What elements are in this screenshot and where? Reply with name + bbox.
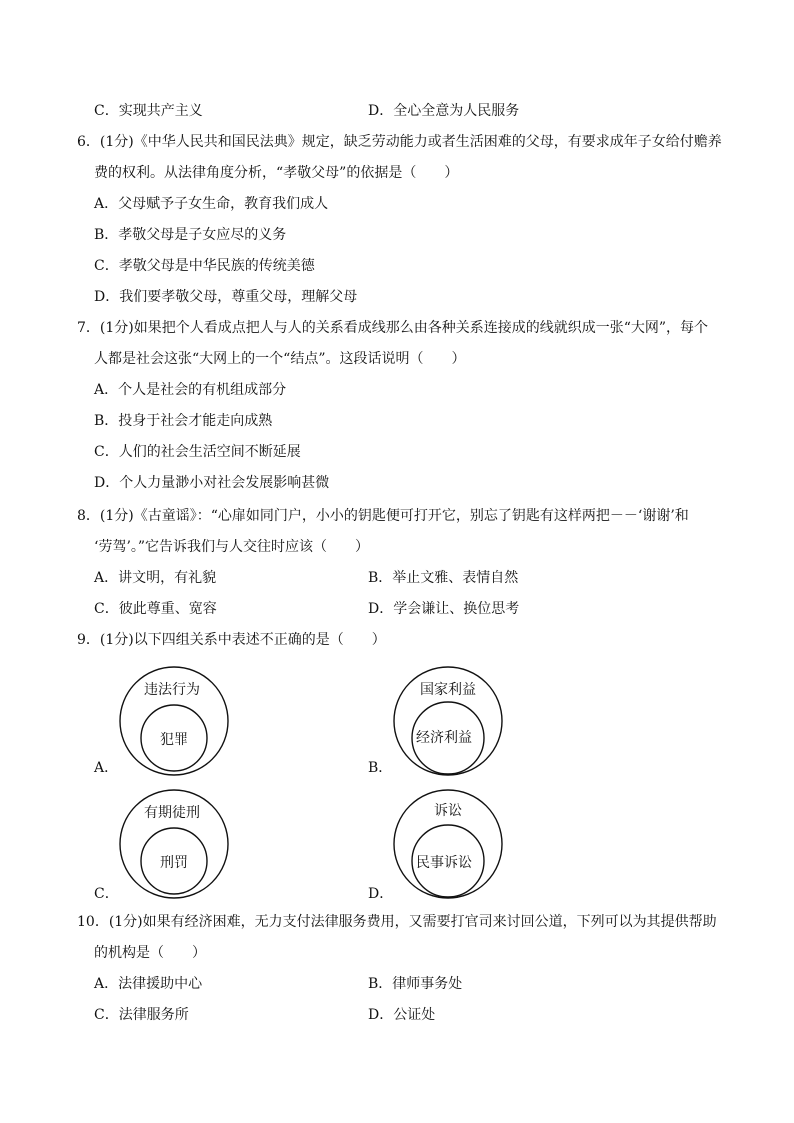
q9-diagram-a bbox=[118, 665, 230, 777]
q7-option-c: C．人们的社会生活空间不断延展 bbox=[94, 444, 301, 460]
q6-option-b: B．孝敬父母是子女应尽的义务 bbox=[94, 227, 287, 243]
q7-option-a: A．个人是社会的有机组成部分 bbox=[94, 382, 287, 398]
q9-c-inner-label: 刑罚 bbox=[160, 855, 188, 871]
q8-option-b: B．举止文雅、表情自然 bbox=[368, 570, 519, 586]
q10-option-a: A．法律援助中心 bbox=[94, 976, 203, 992]
q8-option-d: D．学会谦让、换位思考 bbox=[368, 601, 520, 617]
q9-option-d-letter: D． bbox=[368, 886, 394, 902]
q7-stem-line2: 人都是社会这张“大网上的一个“结点”。这段话说明（ ） bbox=[94, 351, 466, 367]
q8-stem-line1: 8．(1分)《古童谣》：“心扉如同门户，小小的钥匙便可打开它，别忘了钥匙有这样两把－－‘谢谢’和 bbox=[77, 508, 689, 524]
q10-option-d: D．公证处 bbox=[368, 1007, 436, 1023]
q5-option-c: C．实现共产主义 bbox=[94, 103, 203, 119]
q7-option-b: B．投身于社会才能走向成熟 bbox=[94, 413, 273, 429]
q6-option-c: C．孝敬父母是中华民族的传统美德 bbox=[94, 258, 315, 274]
q10-stem-line2: 的机构是（ ） bbox=[94, 945, 206, 961]
q5-option-d: D．全心全意为人民服务 bbox=[368, 103, 520, 119]
q9-diagram-c bbox=[118, 788, 230, 900]
q7-option-d: D．个人力量渺小对社会发展影响甚微 bbox=[94, 475, 330, 491]
q9-d-outer-label: 诉讼 bbox=[434, 803, 462, 819]
q9-b-outer-label: 国家利益 bbox=[420, 682, 476, 698]
q10-stem-line1: 10．(1分)如果有经济困难，无力支付法律服务费用，又需要打官司来讨回公道，下列可以为其提供帮助 bbox=[77, 914, 717, 930]
q6-stem-line2: 费的权利。从法律角度分析，“孝敬父母”的依据是（ ） bbox=[94, 165, 459, 181]
q8-option-c: C．彼此尊重、宽容 bbox=[94, 601, 217, 617]
q8-stem-line2: ‘劳驾’。”它告诉我们与人交往时应该（ ） bbox=[94, 539, 370, 555]
q9-option-a-letter: A． bbox=[94, 760, 119, 776]
q6-option-d: D．我们要孝敬父母，尊重父母，理解父母 bbox=[94, 289, 358, 305]
q9-option-c-letter: C． bbox=[94, 886, 119, 902]
q9-b-inner-label: 经济利益 bbox=[416, 730, 472, 746]
q9-diagram-b bbox=[392, 665, 504, 777]
q9-d-inner-label: 民事诉讼 bbox=[416, 855, 472, 871]
q10-option-b: B．律师事务处 bbox=[368, 976, 463, 992]
q10-option-c: C．法律服务所 bbox=[94, 1007, 189, 1023]
q9-a-inner-label: 犯罪 bbox=[160, 732, 188, 748]
q6-option-a: A．父母赋予子女生命，教育我们成人 bbox=[94, 196, 329, 212]
q7-stem-line1: 7．(1分)如果把个人看成点把人与人的关系看成线那么由各种关系连接成的线就织成一张“大网”，每个 bbox=[77, 320, 709, 336]
q9-c-outer-label: 有期徒刑 bbox=[144, 805, 200, 821]
q6-stem-line1: 6．(1分)《中华人民共和国民法典》规定，缺乏劳动能力或者生活困难的父母，有要求成年子女给付赡养 bbox=[77, 134, 722, 150]
q9-stem: 9．(1分)以下四组关系中表述不正确的是（ ） bbox=[77, 632, 386, 648]
q9-option-b-letter: B． bbox=[368, 760, 393, 776]
q8-option-a: A．讲文明，有礼貌 bbox=[94, 570, 217, 586]
q9-diagram-d bbox=[392, 788, 504, 900]
q9-a-outer-label: 违法行为 bbox=[144, 682, 200, 698]
